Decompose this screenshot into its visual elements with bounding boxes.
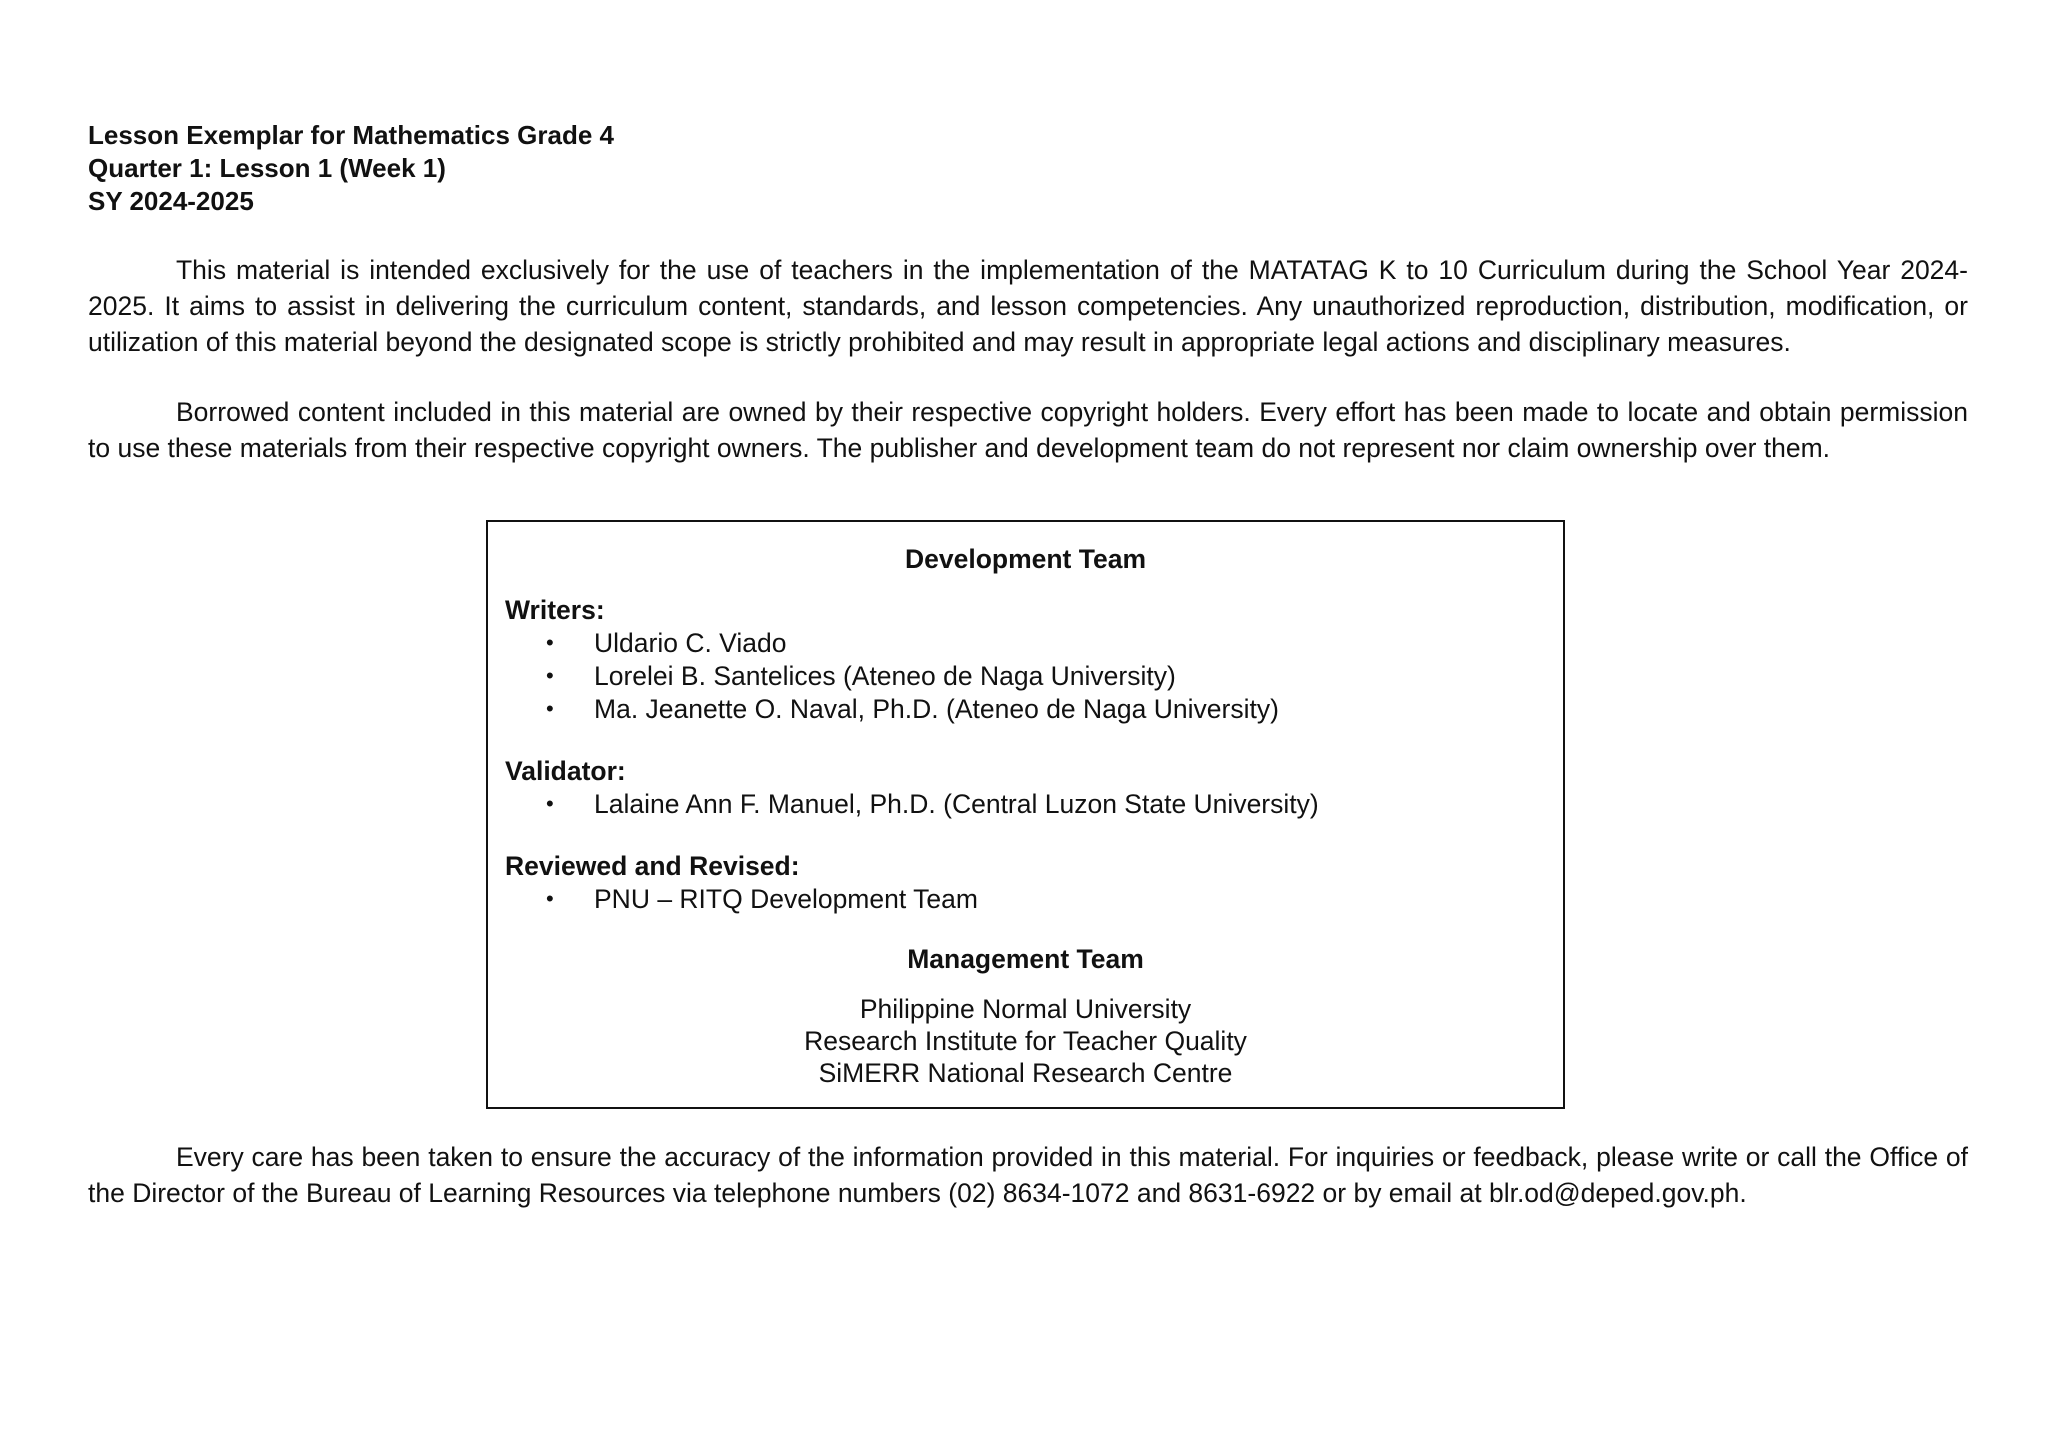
writer-item	[546, 628, 787, 659]
header-title: Lesson Exemplar for Mathematics Grade 4	[88, 120, 614, 150]
writer-name: Ma. Jeanette O. Naval, Ph.D. (Ateneo de Naga University)	[594, 694, 1279, 724]
development-team-heading: Development Team	[904, 544, 1147, 574]
validator-name: Lalaine Ann F. Manuel, Ph.D. (Central Luzon State University)	[594, 789, 1319, 819]
inquiries-paragraph: Every care has been taken to ensure the accuracy of the information provided in this material. For inquiries or feedback, please write or call the Office of the Director of the Bureau of Learning Resources via telephone numbers (02) 8634-1072 and 8631-6922 or by email at blr.od@deped.gov.ph.	[88, 1142, 1968, 1208]
header-quarter-lesson: Quarter 1: Lesson 1 (Week 1)	[88, 153, 446, 183]
writer-name: Uldario C. Viado	[594, 628, 787, 658]
reviewer-item	[546, 884, 978, 915]
management-line: Philippine Normal University	[859, 994, 1192, 1024]
writer-item	[546, 661, 1176, 692]
writer-name: Lorelei B. Santelices (Ateneo de Naga University)	[594, 661, 1176, 691]
management-team-heading: Management Team	[907, 944, 1144, 974]
writer-item	[546, 694, 1279, 725]
writers-label: Writers:	[505, 595, 605, 625]
bullet-icon: •	[546, 696, 554, 721]
bullet-icon: •	[546, 886, 554, 911]
bullet-icon: •	[546, 630, 554, 655]
document-header	[88, 119, 614, 218]
bullet-icon: •	[546, 663, 554, 688]
reviewer-name: PNU – RITQ Development Team	[594, 884, 978, 914]
intended-use-paragraph: This material is intended exclusively for the use of teachers in the implementation of the MATATAG K to 10 Curriculum during the School Year 2024-2025. It aims to assist in delivering the curriculum content, standards, and lesson competencies. Any unauthorized reproduction, distribution, modification, or utilization of this material beyond the designated scope is strictly prohibited and may result in appropriate legal actions and disciplinary measures.	[88, 255, 1968, 357]
team-credits-box	[486, 520, 1565, 1109]
validator-label: Validator:	[505, 756, 626, 786]
management-line: Research Institute for Teacher Quality	[804, 1026, 1247, 1056]
borrowed-content-paragraph: Borrowed content included in this material are owned by their respective copyright holders. Every effort has been made to locate and obtain permission to use these materials from their respective copyright owners. The publisher and development team do not represent nor claim ownership over them.	[88, 397, 1968, 463]
management-line: SiMERR National Research Centre	[818, 1058, 1233, 1088]
bullet-icon: •	[546, 791, 554, 816]
validator-item	[546, 789, 1319, 820]
reviewed-revised-label: Reviewed and Revised:	[505, 851, 800, 881]
header-school-year: SY 2024-2025	[88, 186, 254, 216]
